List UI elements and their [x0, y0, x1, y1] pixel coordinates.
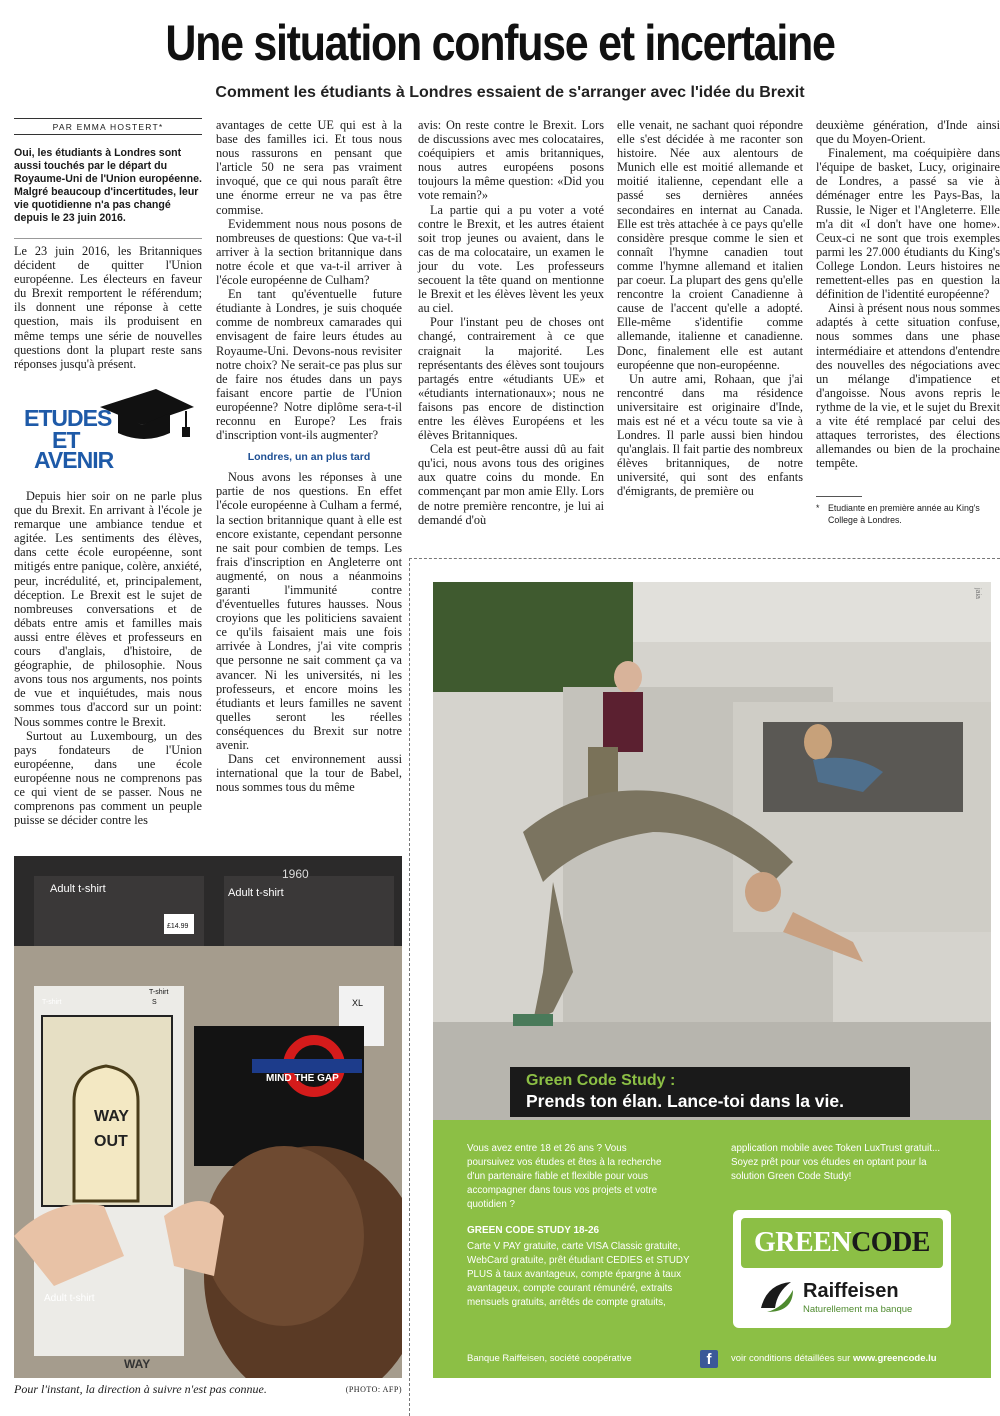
size-tag-small: S — [152, 999, 157, 1006]
ad-banner — [510, 1067, 910, 1117]
paragraph: La partie qui a pu voter a voté contre le Brexit, et les autres étaient soit trop jeunes ou avaient, dans le cas de ma colocataire, un examen le jour du vote. Les professeurs secouent la tête quand on mentionne le Brexit et les élèves lèvent les yeux au ciel. — [418, 202, 604, 316]
tshirt-tag-2: T-shirt — [149, 989, 169, 996]
intro-paragraph: Le 23 juin 2016, les Britanniques décident de quitter l'Union européenne. Les électeurs en faveur du Brexit remportent le référendum; ils donnent une réponse à cette question, mais ils produisent en même temps une série de nouvelles questions dont la plupart reste sans réponses jusqu'à présent. — [14, 244, 202, 371]
logo-line-3: AVENIR — [34, 447, 114, 473]
out-sign: OUT — [94, 1133, 128, 1150]
ad-photo — [433, 582, 991, 1122]
paragraph: Finalement, ma coéquipière dans l'équipe de basket, Lucy, originaire de Londres, a passé sa vie à déménager entre les Pays-Bas, la Russie, le Niger et l'Angleterre. Elle m'a dit «I don't have one home». Ceux-ci ne sont que trois exemples parmi les 27.000 étudiants du King's College London. Leurs histoires ne remettent-elles pas en question la définition de l'identité européenne? — [816, 146, 1000, 302]
ad-side-credit: jaia — [974, 588, 982, 599]
price-tag: £14.99 — [167, 923, 189, 930]
greencode-link[interactable]: www.greencode.lu — [852, 1353, 937, 1364]
article-title: Une situation confuse et incertaine — [165, 15, 835, 71]
paragraph: Nous avons les réponses à une partie de nos questions. En effet l'école européenne à Culham a fermé, la section britannique quant à elle est encore existante, cependant personne ne sait pour combien de temps. Les frais d'inscription en Angleterre ont augmenté, on nous a néanmoins garanti l'immunité contre d'éventuelles futures hausses. Nous croyions que les politiciens savaient ce qu'ils faisaient mais une fois arrivée à Londres, j'ai vite compris que personne ne sait comment ça va avancer. Ni les universités, ni les professeurs, et encore moins les étudiants et leurs familles ne savent quelles seront les réelles conséquences du Brexit sur notre avenir. — [216, 470, 402, 753]
mind-the-gap-sign: MIND THE GAP — [266, 1073, 339, 1084]
paragraph: Dans cet environnement aussi international que la tour de Babel, nous sommes tous du même — [216, 752, 402, 795]
raiffeisen-brand: Raiffeisen — [803, 1280, 899, 1302]
paragraph: elle venait, ne sachant quoi répondre elle s'est décidée à me raconter son histoire. Née aux alentours de Munich elle est moitié allemande et moitié italienne, cependant elle a passé ses dernières années secondaires en internat au Canada. Elle est très attachée à ce pays qu'elle considère presque comme le sien et connaît l'hymne canadien tout comme l'hymne allemand et italien par coeur. La plupart des gens qu'elle rencontre la croient Canadienne à cause de l'accent qu'elle a adopté. Elle-même s'identifie comme allemande, italienne et canadienne. Donc, finalement elle est autant européenne que non-européenne. — [617, 118, 803, 372]
logo-line-1: ETUDES — [24, 405, 112, 431]
article-subtitle: Comment les étudiants à Londres essaient de s'arranger avec l'idée du Brexit — [215, 84, 805, 101]
lede: Oui, les étudiants à Londres sont aussi touchés par le départ du Royaume-Uni de l'Union européenne. Malgré beaucoup d'incertitudes, leur vie quotidienne n'a pas changé depuis le 23 juin 2016. — [14, 147, 202, 224]
paragraph: Evidemment nous nous posons de nombreuses de questions: Que va-t-il arriver à la section britannique dans notre école et que va-t-il arriver à l'école européenne de Culham? — [216, 216, 402, 288]
paragraph: Cela est peut-être aussi dû au fait qu'ici, nous avons tous des origines aux quatre coins du monde. En commençant par mon amie Elly. Lors de notre première rencontre, je lui ai demandé d'où — [418, 442, 604, 527]
ad-banner-line-1: Green Code Study : — [526, 1072, 676, 1089]
footnote-divider — [816, 496, 862, 497]
raiffeisen-tagline: Naturellement ma banque — [803, 1304, 913, 1315]
footnote-mark: * — [816, 503, 820, 513]
way-sign: WAY — [94, 1108, 129, 1125]
byline: PAR EMMA HOSTERT* — [14, 118, 202, 135]
parkour-illustration — [433, 582, 991, 1122]
logo-line-2: ET — [52, 427, 80, 453]
lede-divider — [14, 238, 202, 239]
ad-intro-left: Vous avez entre 18 et 26 ans ? Vous poursuivez vos études et êtes à la recherche d'un partenaire fiable et flexible pour vous accompagner dans tous vos projets et votre quotidien ? — [467, 1143, 662, 1210]
ad-banner-line-2: Prends ton élan. Lance-toi dans la vie. — [526, 1091, 844, 1111]
shirt-label-3: Adult t-shirt — [44, 1293, 95, 1304]
size-tag: XL — [352, 998, 364, 1008]
section-subhead: Londres, un an plus tard — [247, 451, 371, 464]
paragraph: Depuis hier soir on ne parle plus que du Brexit. En arrivant à l'école je remarque une ambiance tendue et agitée. Les sentiments des élèves, dans cette école européenne, sont mitigés entre panique, colère, anxiété, peur, incrédulité, et, principalement, déception. Le Brexit est le sujet de nombreuses conversations et de débats entre amis et familles mais aussi entre élèves et professeurs en cours d'anglais, d'histoire, de géographie, de philosophie. Nous avons tous nos arguments, nos points de vue et inquiétudes, mais nous sommes tous d'accord sur un point: Nous sommes contre le Brexit. — [14, 489, 202, 729]
paragraph: Un autre ami, Rohaan, que j'ai rencontré dans ma résidence universitaire est originaire d'Inde, mais est né et a vécu toute sa vie à Londres. Il parle aussi bien hindou qu'anglais. Il fait partie des nombreux élèves britanniques, de notre université, qui sont des enfants d'émigrants, de première ou — [617, 371, 803, 499]
paragraph: En tant qu'éventuelle future étudiante à Londres, je suis choquée comme de nombreux camarades qui envisagent de faire leurs études au Royaume-Uni. Devons-nous revisiter notre choix? Ne serait-ce pas plus sur de faire nos études dans un pays faisant encore partie de l'Union européenne? Notre diplôme sera-t-il reconnu en Europe? Les frais d'inscription vont-ils augmenter? — [216, 287, 402, 443]
column-4 — [617, 118, 803, 499]
raiffeisen-logo-icon — [757, 1278, 797, 1318]
ad-offer-list: Carte V PAY gratuite, carte VISA Classic gratuite, WebCard gratuite, prêt étudiant CEDIES et STUDY PLUS à taux avantageux, compte épargne à taux avantageux, compte courant rémunéré, extraits mensuels gratuits, arrêtés de compte gratuits, — [467, 1241, 690, 1308]
column-3 — [418, 118, 604, 527]
tshirt-tag: T-shirt — [42, 999, 62, 1006]
paragraph: deuxième génération, d'Inde ainsi que du Moyen-Orient. — [816, 118, 1000, 147]
paragraph: avantages de cette UE qui est à la base des familles ici. Et tous nous nous rassurons en pensant que l'article 50 ne sera pas vraiment invoqué, que ce qui nous paraît être une énorme erreur ne va pas être commise. — [216, 118, 402, 217]
photo-credit: (PHOTO: AFP) — [345, 1385, 402, 1394]
column-5 — [816, 118, 1000, 490]
paragraph: Pour l'instant peu de choses ont changé, contrairement à ce que craignait la majorité. Les représentants des élèves sont toujours partagés entre «étudiants UE» et «étudiants internationaux»; nous ne faisons pas encore de distinction entre les élèves Européens et les élèves Britanniques. — [418, 315, 604, 443]
paragraph: Ainsi à présent nous nous sommes adaptés à cette situation confuse, nous sommes dans une phase intermédiaire et attendons d'entendre des nouvelles des négociations avec un mélange d'impatience et d'angoisse. Nous avons repris le rythme de la vie, et le sujet du Brexit a vite été remplacé par celui des attaques terroristes, des élections allemandes ou bien de la prochaine tempête. — [816, 301, 1000, 471]
shop-photo — [14, 856, 402, 1378]
paragraph: Surtout au Luxembourg, un des pays fondateurs de l'Union européenne, dans une école européenne nous ne comprenons pas ce qui vient de se passer. Nous ne comprenons pas comment un peuple puisse se décider contre les — [14, 728, 202, 828]
shop-illustration — [14, 856, 402, 1378]
column-2 — [216, 118, 402, 794]
greencode-logo-card[interactable] — [733, 1210, 951, 1328]
greencode-logo: GREENCODE — [741, 1218, 943, 1268]
column-1 — [14, 489, 202, 827]
photo-caption: Pour l'instant, la direction à suivre n'est pas connue. (PHOTO: AFP) — [14, 1382, 402, 1396]
ad-footer-right[interactable]: voir conditions détaillées sur www.greencode.lu — [731, 1353, 937, 1364]
etudes-avenir-logo — [18, 385, 198, 471]
footnote: * Etudiante en première année au King's College à Londres. — [816, 503, 980, 525]
ad-heading: GREEN CODE STUDY 18-26 — [467, 1225, 600, 1236]
bottom-way-sign: WAY — [124, 1357, 151, 1371]
ad-intro-right: application mobile avec Token LuxTrust gratuit... Soyez prêt pour vos études en optant pour la solution Green Code Study! — [731, 1143, 941, 1182]
paragraph: avis: On reste contre le Brexit. Lors de discussions avec mes colocataires, coéquipiers et amis britanniques, nous autres européens posons toujours la même question: «Did you vote remain?» — [418, 118, 604, 203]
year-label: 1960 — [282, 867, 309, 881]
facebook-icon[interactable]: f — [700, 1350, 718, 1368]
shirt-label-1: Adult t-shirt — [50, 883, 106, 895]
ad-footer-left: Banque Raiffeisen, société coopérative — [467, 1353, 632, 1364]
shirt-label-2: Adult t-shirt — [228, 887, 284, 899]
